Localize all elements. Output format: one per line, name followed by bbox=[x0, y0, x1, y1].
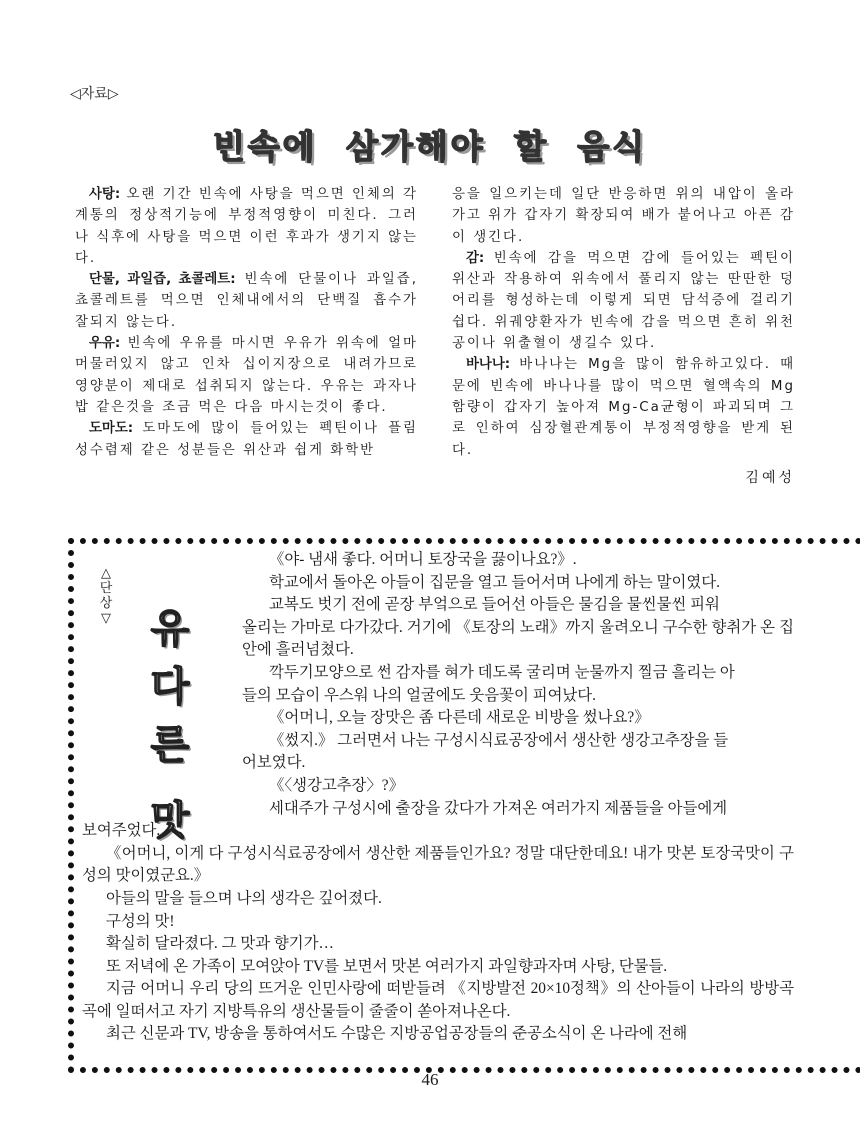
story-paragraph: 세대주가 구성시에 출장을 갔다가 가져온 여러가지 제품들을 아들에게 bbox=[269, 799, 728, 817]
article-paragraph: 사탕: 오랜 기간 빈속에 사탕을 먹으면 인체의 각 계통의 정상적기능에 부정적영향이 미친다. 그러나 식후에 사탕을 먹으면 이런 후과가 생기지 않는다. bbox=[75, 187, 418, 266]
item-label: 우유: bbox=[89, 336, 121, 352]
story-paragraph-cont: 들의 모습이 우스워 나의 얼굴에도 웃음꽃이 피여났다. bbox=[242, 686, 597, 704]
story-paragraph: 구성의 맛! bbox=[106, 912, 175, 930]
article-body bbox=[75, 184, 795, 487]
item-label: 바나나: bbox=[466, 357, 511, 373]
article-paragraph: 우유: 빈속에 우유를 마시면 우유가 위속에 얼마 머물러있지 않고 인차 십이지장으로 내려가므로 영양분이 제대로 섭취되지 않는다. 우유는 과자나 밥 같은것을 조금 먹은 다음 마시는것이 좋다. bbox=[75, 336, 418, 415]
article-left-column bbox=[75, 184, 418, 487]
article-right-column bbox=[452, 184, 795, 487]
story-paragraph: 지금 어머니 우리 당의 뜨거운 인민사랑에 떠받들려 《지방발전 20×10정책》의 산아들이 나라의 방방곡곡에 일떠서고 자기 지방특유의 생산물들이 줄줄이 쏟아져나온다. bbox=[82, 980, 794, 1020]
item-label: 감: bbox=[466, 250, 485, 266]
story-paragraph: 확실히 달라졌다. 그 맛과 향기가… bbox=[106, 935, 334, 953]
article-paragraph: 응을 일으키는데 일단 반응하면 위의 내압이 올라가고 위가 갑자기 확장되여 배가 붙어나고 아픈 감이 생긴다. bbox=[452, 187, 795, 245]
article-title: 빈속에 삼가해야 할 음식 bbox=[212, 127, 648, 166]
story-paragraph: 《썼지.》 그러면서 나는 구성시식료공장에서 생산한 생강고추장을 들 bbox=[269, 731, 729, 749]
story-paragraph: 최근 신문과 TV, 방송을 통하여서도 수많은 지방공업공장들의 준공소식이 온 나라에 전해 bbox=[106, 1025, 688, 1043]
article-paragraph: 도마도: 도마도에 많이 들어있는 펙틴이나 플림성수렴제 같은 성분들은 위산과 쉽게 화학반 bbox=[75, 421, 418, 458]
page-number: 46 bbox=[421, 1070, 439, 1089]
article-paragraph: 감: 빈속에 감을 먹으면 감에 들어있는 펙틴이 위산과 작용하여 위속에서 풀리지 않는 딴딴한 덩어리를 형성하는데 이렇게 되면 담석증에 걸리기 쉽다. 위궤양환자가 빈속에 감을 먹으면 흔히 위천공이나 위출혈이 생길수 있다. bbox=[452, 250, 795, 352]
item-label: 도마도: bbox=[89, 421, 134, 437]
story-paragraph: 《야- 냄새 좋다. 어머니 토장국을 끓이나요?》. bbox=[269, 551, 577, 568]
item-label: 단물, 과일즙, 쵸콜레트: bbox=[89, 272, 236, 288]
author-name: 김예성 bbox=[745, 469, 795, 486]
story-paragraph: 《어머니, 이게 다 구성시식료공장에서 생산한 제품들인가요? 정말 대단한데요! 내가 맛본 토장국맛이 구성의 맛이였군요.》 bbox=[82, 844, 794, 885]
item-label: 사탕: bbox=[89, 187, 121, 202]
story-paragraph-cont: 어보였다. bbox=[242, 754, 306, 772]
genre-tag: △ 단 상 ▽ bbox=[99, 566, 113, 626]
story-paragraph: 학교에서 돌아온 아들이 집문을 열고 들어서며 나에게 하는 말이였다. bbox=[269, 573, 720, 591]
story-paragraph-cont: 올리는 가마로 다가갔다. 거기에 《토장의 노래》까지 울려오니 구수한 향취가 온 집안에 흘러넘쳤다. bbox=[242, 618, 794, 659]
story-paragraph: 또 저녁에 온 가족이 모여앉아 TV를 보면서 맛본 여러가지 과일향과자며 사탕, 단물들. bbox=[106, 957, 668, 975]
story-paragraph-cont: 보여주었다. bbox=[82, 822, 161, 840]
story-paragraph: 아들의 말을 들으며 나의 생각은 깊어졌다. bbox=[106, 889, 382, 907]
story-paragraph: 깍두기모양으로 썬 감자를 혀가 데도록 굴리며 눈물까지 찔금 흘리는 아 bbox=[269, 663, 735, 681]
section-tag: ◁자료▷ bbox=[70, 86, 119, 102]
story-title: 유 다 른 맛 bbox=[150, 605, 190, 844]
triangle-up-icon: △ bbox=[101, 566, 111, 581]
story-paragraph: 《어머니, 오늘 장맛은 좀 다른데 새로운 비방을 썼나요?》 bbox=[269, 709, 650, 727]
story-body bbox=[82, 549, 794, 1046]
story-paragraph: 《〈생강고추장〉?》 bbox=[269, 776, 405, 794]
article-paragraph: 단물, 과일즙, 쵸콜레트: 빈속에 단물이나 과일즙, 쵸콜레트를 먹으면 인체내에서의 단백질 흡수가 잘되지 않는다. bbox=[75, 272, 418, 330]
article-paragraph: 바나나: 바나나는 Mg을 많이 함유하고있다. 때문에 빈속에 바나나를 많이 먹으면 혈액속의 Mg함량이 갑자기 높아져 Mg-Ca균형이 파괴되며 그로 인하여 심장혈관계통이 부정적영향을 받게 된다. bbox=[452, 357, 795, 458]
triangle-down-icon: ▽ bbox=[101, 611, 111, 626]
story-paragraph: 교복도 벗기 전에 곧장 부엌으로 들어선 아들은 물김을 물씬물씬 피워 bbox=[269, 596, 720, 614]
